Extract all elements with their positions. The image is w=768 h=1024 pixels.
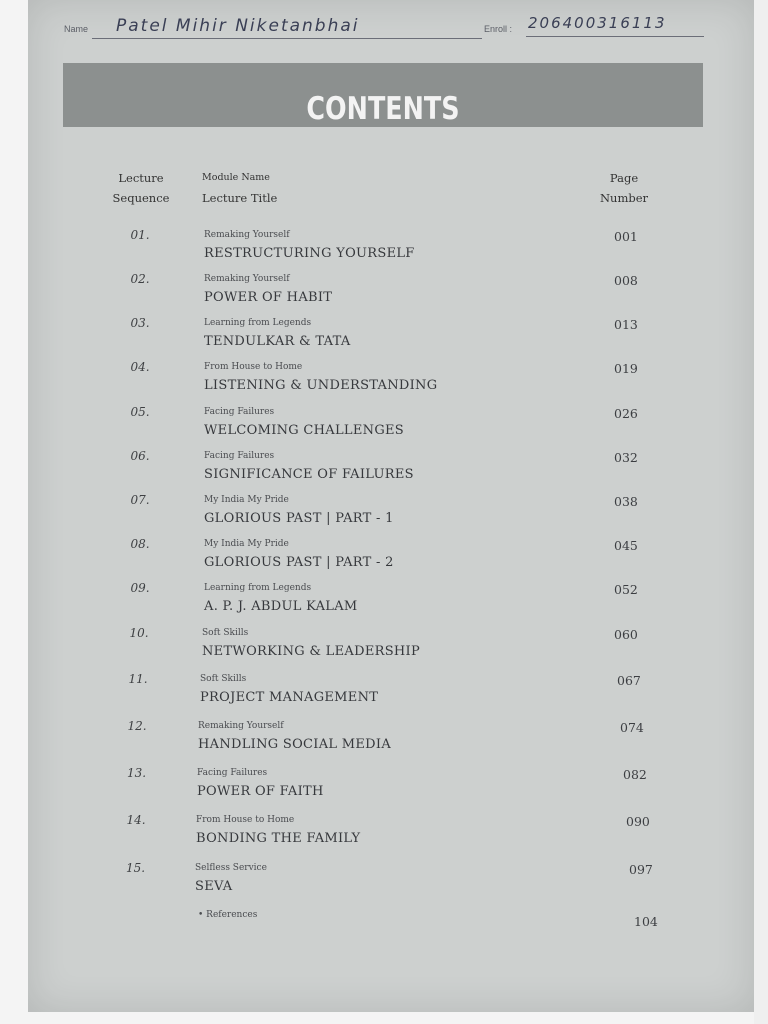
lecture-title: RESTRUCTURING YOURSELF xyxy=(204,246,415,261)
page-number: 045 xyxy=(614,538,638,553)
col-head-sequence-line2: Sequence xyxy=(112,191,170,205)
enroll-label: Enroll : xyxy=(484,24,513,34)
lecture-title: POWER OF HABIT xyxy=(204,290,333,305)
col-head-sequence xyxy=(108,168,174,208)
references-page: 104 xyxy=(634,914,658,929)
lecture-title: LISTENING & UNDERSTANDING xyxy=(204,378,438,393)
contents-banner xyxy=(63,63,703,127)
module-name: Remaking Yourself xyxy=(204,274,290,284)
lecture-title: POWER OF FAITH xyxy=(197,784,324,799)
page-number: 001 xyxy=(614,229,638,244)
module-name: My India My Pride xyxy=(204,495,289,505)
toc-row xyxy=(0,360,768,404)
lecture-title: TENDULKAR & TATA xyxy=(204,334,351,349)
lecture-title: SEVA xyxy=(195,879,233,894)
module-name: Facing Failures xyxy=(204,407,275,417)
page-title: CONTENTS xyxy=(306,91,460,127)
lecture-sequence: 01. xyxy=(130,228,150,242)
col-head-module xyxy=(202,168,277,208)
toc-row xyxy=(0,766,768,810)
page-number: 090 xyxy=(626,814,650,829)
page-number: 097 xyxy=(629,862,653,877)
name-value: Patel Mihir Niketanbhai xyxy=(116,16,360,36)
enroll-underline xyxy=(526,36,704,37)
module-name: Remaking Yourself xyxy=(204,230,290,240)
lecture-title: PROJECT MANAGEMENT xyxy=(200,690,379,705)
toc-row xyxy=(0,272,768,316)
lecture-title: NETWORKING & LEADERSHIP xyxy=(202,644,421,659)
lecture-sequence: 13. xyxy=(126,766,147,780)
lecture-sequence: 06. xyxy=(130,449,150,463)
col-head-page xyxy=(592,168,656,208)
toc-row xyxy=(0,719,768,763)
page-number: 074 xyxy=(620,720,644,735)
lecture-title: BONDING THE FAMILY xyxy=(196,831,361,846)
toc-row xyxy=(0,581,768,625)
page-number: 019 xyxy=(614,361,638,376)
lecture-sequence: 07. xyxy=(130,493,150,507)
col-head-page-line2: Number xyxy=(599,191,649,205)
module-name: My India My Pride xyxy=(204,539,289,549)
references-row xyxy=(0,908,768,952)
toc-row xyxy=(0,316,768,360)
module-name: Facing Failures xyxy=(204,451,275,461)
page-number: 008 xyxy=(614,273,638,288)
lecture-title: HANDLING SOCIAL MEDIA xyxy=(198,737,392,752)
enroll-value: 206400316113 xyxy=(528,14,667,32)
page-number: 060 xyxy=(614,627,638,642)
toc-row xyxy=(0,813,768,857)
module-name: Selfless Service xyxy=(195,863,267,873)
lecture-sequence: 15. xyxy=(125,861,146,875)
lecture-sequence: 10. xyxy=(129,626,149,640)
module-name: Soft Skills xyxy=(202,628,249,638)
col-head-module-line1: Module Name xyxy=(202,172,270,183)
lecture-sequence: 03. xyxy=(130,316,150,330)
lecture-sequence: 02. xyxy=(130,272,150,286)
col-head-sequence-line1: Lecture xyxy=(118,171,164,185)
module-name: Learning from Legends xyxy=(204,318,312,328)
col-head-page-line1: Page xyxy=(609,171,639,185)
module-name: Learning from Legends xyxy=(204,583,312,593)
module-name: From House to Home xyxy=(196,815,295,825)
page-number: 026 xyxy=(614,406,638,421)
references-label: • References xyxy=(198,910,258,920)
lecture-sequence: 05. xyxy=(130,405,150,419)
module-name: Soft Skills xyxy=(200,674,247,684)
col-head-module-line2: Lecture Title xyxy=(202,191,278,205)
page-number: 013 xyxy=(614,317,638,332)
toc-row xyxy=(0,449,768,493)
name-underline xyxy=(92,38,482,39)
toc-row xyxy=(0,228,768,272)
lecture-sequence: 14. xyxy=(126,813,146,827)
lecture-sequence: 12. xyxy=(127,719,147,733)
lecture-sequence: 08. xyxy=(130,537,150,551)
page-number: 032 xyxy=(614,450,638,465)
lecture-title: SIGNIFICANCE OF FAILURES xyxy=(204,467,414,482)
lecture-title: GLORIOUS PAST | PART - 2 xyxy=(204,555,394,570)
lecture-sequence: 09. xyxy=(130,581,150,595)
module-name: Remaking Yourself xyxy=(198,721,284,731)
page-number: 052 xyxy=(614,582,638,597)
toc-row xyxy=(0,626,768,670)
toc-row xyxy=(0,493,768,537)
page-number: 082 xyxy=(623,767,647,782)
lecture-title: WELCOMING CHALLENGES xyxy=(204,423,405,438)
page-number: 067 xyxy=(617,673,641,688)
lecture-sequence: 04. xyxy=(130,360,150,374)
toc-row xyxy=(0,672,768,716)
student-header xyxy=(36,14,706,44)
toc-row xyxy=(0,861,768,905)
page-number: 038 xyxy=(614,494,638,509)
lecture-title: GLORIOUS PAST | PART - 1 xyxy=(204,511,394,526)
module-name: Facing Failures xyxy=(197,768,268,778)
toc-row xyxy=(0,405,768,449)
name-label: Name xyxy=(64,24,89,34)
lecture-title: A. P. J. ABDUL KALAM xyxy=(204,599,358,614)
toc-row xyxy=(0,537,768,581)
module-name: From House to Home xyxy=(204,362,303,372)
lecture-sequence: 11. xyxy=(128,672,148,686)
